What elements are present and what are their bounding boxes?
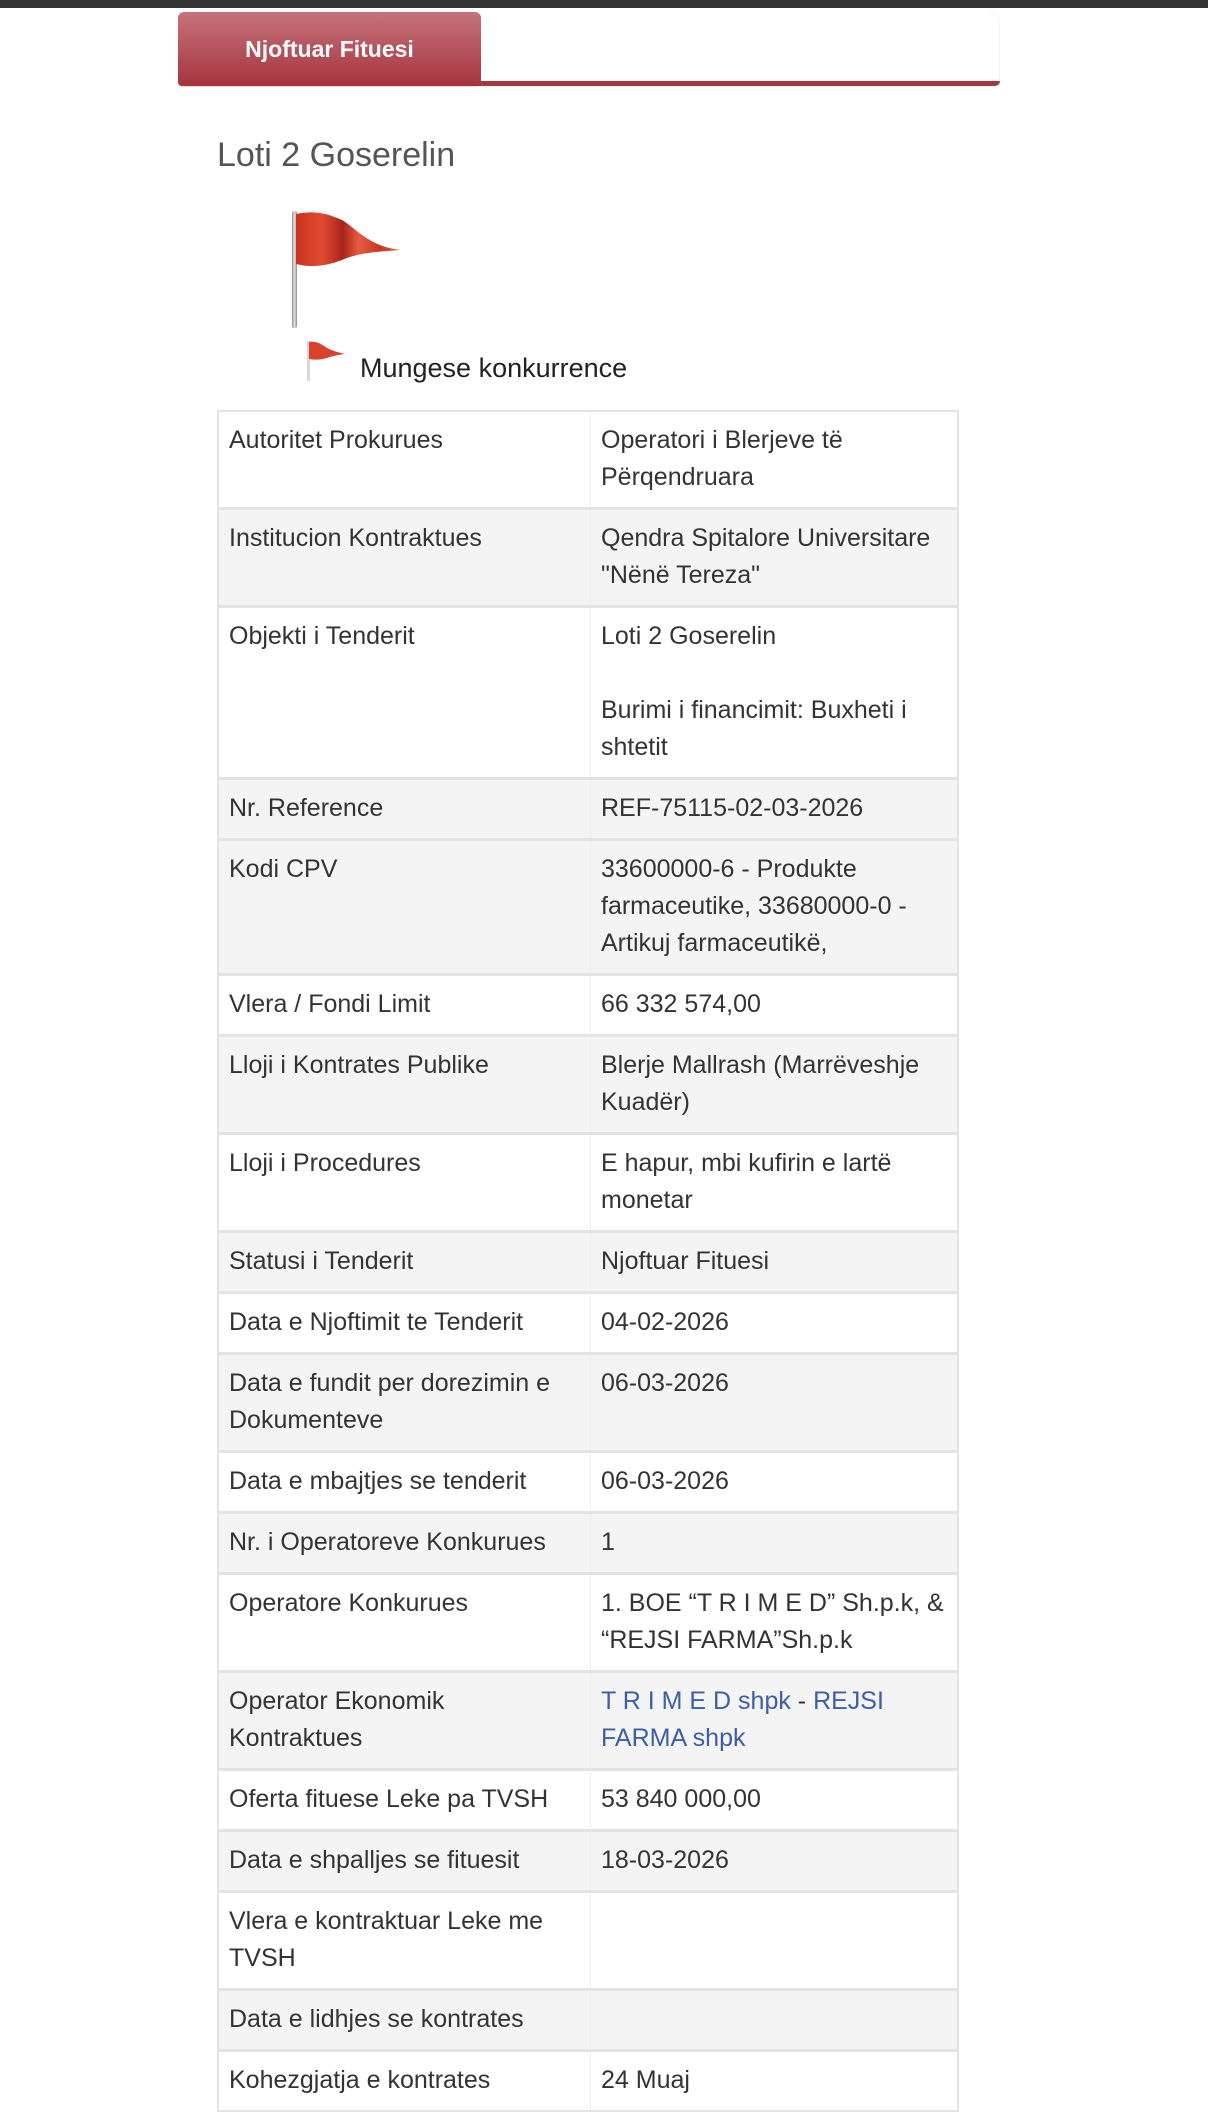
row-label: Oferta fituese Leke pa TVSH [218,1770,591,1831]
table-row [218,1354,958,1452]
row-label: Kohezgjatja e kontrates [218,2051,591,2112]
tab-njoftuar-fituesi[interactable]: Njoftuar Fituesi [178,12,481,86]
spacer [601,655,947,692]
row-value-group [591,607,959,779]
row-label: Operatore Konkurues [218,1574,591,1672]
row-value: REF-75115-02-03-2026 [591,779,959,840]
row-label: Institucion Kontraktues [218,509,591,607]
table-row [218,2051,958,2112]
red-flag-icon [286,208,406,330]
table-row [218,1770,958,1831]
row-label: Vlera e kontraktuar Leke me TVSH [218,1892,591,1990]
financing-source-value: Burimi i financimit: Buxheti i shtetit [601,696,907,761]
row-label: Operator Ekonomik Kontraktues [218,1672,591,1770]
table-row [218,607,958,779]
table-row [218,1892,958,1990]
table-row [218,1293,958,1354]
row-value: 1. BOE “T R I M E D” Sh.p.k, & “REJSI FARMA”Sh.p.k [591,1574,959,1672]
row-label: Lloji i Procedures [218,1134,591,1232]
row-label: Data e shpalljes se fituesit [218,1831,591,1892]
table-row [218,1672,958,1770]
row-label: Nr. i Operatoreve Konkurues [218,1513,591,1574]
row-label: Lloji i Kontrates Publike [218,1036,591,1134]
tender-details-table [217,410,959,2112]
row-value: Blerje Mallrash (Marrëveshje Kuadër) [591,1036,959,1134]
table-row [218,411,958,509]
operator-link-rejsi-farma[interactable]: REJSI FARMA shpk [601,1687,884,1752]
table-row [218,1990,958,2051]
table-row [218,975,958,1036]
row-label: Statusi i Tenderit [218,1232,591,1293]
table-row [218,509,958,607]
table-row [218,1452,958,1513]
table-row [218,1513,958,1574]
table-row [218,1574,958,1672]
row-value: E hapur, mbi kufirin e lartë monetar [591,1134,959,1232]
row-label: Nr. Reference [218,779,591,840]
row-value: Operatori i Blerjeve të Përqendruara [591,411,959,509]
row-label: Data e fundit per dorezimin e Dokumenteve [218,1354,591,1452]
row-value: 66 332 574,00 [591,975,959,1036]
row-label: Data e lidhjes se kontrates [218,1990,591,2051]
row-label: Autoritet Prokurues [218,411,591,509]
page-title: Loti 2 Goserelin [217,136,456,174]
table-row [218,1036,958,1134]
row-value: 18-03-2026 [591,1831,959,1892]
table-row [218,779,958,840]
row-label: Kodi CPV [218,840,591,975]
row-value: 06-03-2026 [591,1452,959,1513]
competition-warning-label: Mungese konkurrence [360,353,628,383]
tab-bar-edge [990,12,1000,86]
table-row [218,840,958,975]
operator-separator: - [790,1687,814,1715]
row-value: Njoftuar Fituesi [591,1232,959,1293]
row-value: 24 Muaj [591,2051,959,2112]
row-value [591,1892,959,1990]
table-row [218,1232,958,1293]
row-label: Vlera / Fondi Limit [218,975,591,1036]
row-value: 04-02-2026 [591,1293,959,1354]
small-red-flag-icon [305,340,347,382]
row-label: Objekti i Tenderit [218,607,591,779]
operator-link-trimed[interactable]: T R I M E D shpk [601,1687,791,1715]
row-value [591,1990,959,2051]
status-tab-bar [178,12,1000,86]
row-value: 53 840 000,00 [591,1770,959,1831]
row-value: Qendra Spitalore Universitare "Nënë Tereza" [591,509,959,607]
row-label: Data e mbajtjes se tenderit [218,1452,591,1513]
row-value: 33600000-6 - Produkte farmaceutike, 33680000-0 - Artikuj farmaceutikë, [591,840,959,975]
row-value-links [591,1672,959,1770]
row-value: 1 [591,1513,959,1574]
table-row [218,1134,958,1232]
table-row [218,1831,958,1892]
tender-object-value: Loti 2 Goserelin [601,622,777,650]
row-label: Data e Njoftimit te Tenderit [218,1293,591,1354]
browser-top-bar [0,0,1208,8]
row-value: 06-03-2026 [591,1354,959,1452]
